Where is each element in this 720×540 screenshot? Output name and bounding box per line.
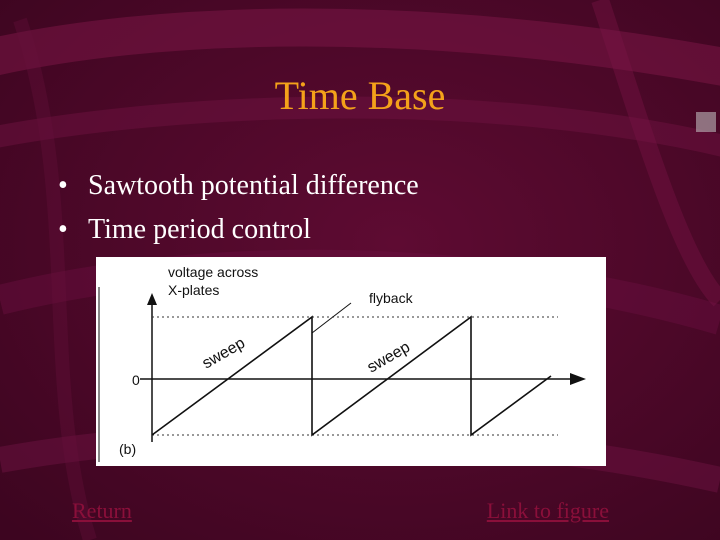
panel-label: (b): [119, 441, 137, 457]
flyback-label: flyback: [369, 290, 413, 306]
bullet-text: Time period control: [88, 214, 311, 245]
flyback-pointer: [312, 303, 351, 333]
bullet-item: [58, 208, 419, 252]
link-to-figure[interactable]: Link to figure: [486, 498, 609, 523]
sweep-label-2: sweep: [364, 338, 414, 377]
slide-title: Time Base: [274, 73, 446, 118]
sweep-label-1: sweep: [199, 334, 249, 373]
bullet-list: [58, 164, 419, 252]
y-axis-label-line2: X-plates: [168, 282, 220, 298]
y-axis-label-line1: voltage across: [168, 264, 259, 280]
bullet-dot-icon: •: [58, 170, 68, 201]
return-link[interactable]: Return: [72, 498, 132, 523]
bullet-dot-icon: •: [58, 214, 68, 245]
x-axis-arrow-icon: [570, 373, 586, 385]
sawtooth-waveform: [152, 317, 551, 435]
bullet-item: [58, 164, 419, 208]
zero-label: 0: [132, 372, 140, 388]
bullet-text: Sawtooth potential difference: [88, 170, 419, 201]
sawtooth-figure: [96, 257, 606, 466]
y-axis-arrow-icon: [147, 293, 157, 305]
